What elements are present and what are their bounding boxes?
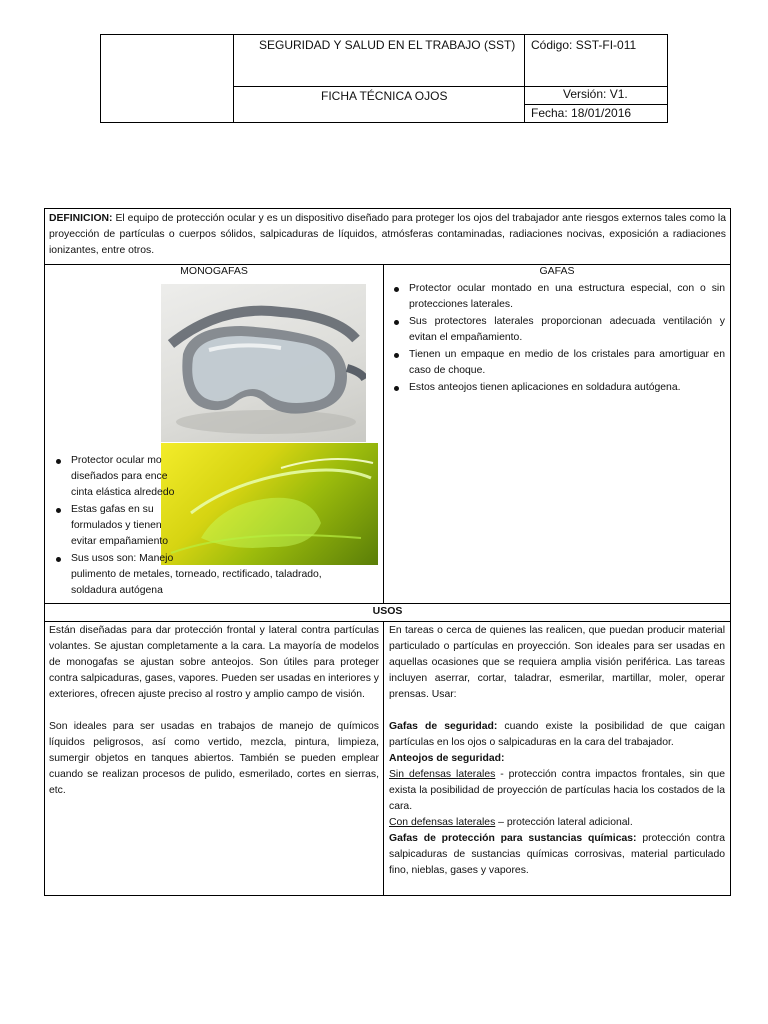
monogafas-heading: MONOGAFAS — [180, 265, 248, 277]
row-divider — [45, 895, 730, 896]
usos-left-paragraph: Están diseñadas para dar protección frontal y lateral contra partículas volantes. Se ajustan completamente a la cara. La mayoría de modelos de monogafas se ajustan sobre anteojos. Son útiles para proteger contra salpicaduras, gases, vapores. Pueden ser usadas en interiores y exteriores, ofrecen ajuste preciso al rostro y amplio campo de visión. — [49, 625, 379, 700]
bullet-line: soldadura autógena — [71, 585, 163, 596]
chemical-text: protección contra salpicaduras de sustancias químicas corrosivas, material particulado fino, nieblas, gases y vapores. — [389, 833, 725, 876]
sin-defensas-text: - protección contra impactos frontales, sin que exista la posibilidad de proyección de partículas hacia los costados de la cara. — [389, 769, 725, 812]
header-subtitle: FICHA TÉCNICA OJOS — [321, 89, 448, 103]
header-divider — [233, 35, 234, 122]
chemical-paragraph — [389, 831, 725, 879]
header-divider — [524, 35, 525, 122]
usos-right — [389, 623, 725, 879]
definition-label: DEFINICION: — [49, 213, 113, 224]
column-divider — [383, 264, 384, 603]
sin-defensas-paragraph — [389, 767, 725, 815]
goggles-illustration — [161, 284, 366, 442]
sin-defensas-label: Sin defensas laterales — [389, 769, 496, 780]
safety-glasses-text: cuando existe la posibilidad de que caigan partículas en los ojos o salpicaduras en la cara del trabajador. — [389, 721, 725, 748]
header-version: Versión: V1. — [563, 87, 628, 101]
safety-glasses-paragraph — [389, 719, 725, 751]
definition-cell — [49, 211, 726, 259]
bullet-line: pulimento de metales, torneado, rectificado, taladrado, — [71, 569, 322, 580]
usos-left-paragraph: Son ideales para ser usadas en trabajos de manejo de químicos líquidos peligrosos, así como vertido, mezcla, pintura, limpieza, sumergir objetos en tanques abiertos. También se pueden emplear cuando se realizan procesos de pulido, esmerilado, cortes en sierras, etc. — [49, 721, 379, 796]
con-defensas-text: – protección lateral adicional. — [495, 817, 633, 828]
bullet-item: Sus protectores laterales proporcionan adecuada ventilación y evitan el empañamiento. — [389, 314, 725, 346]
usos-heading: USOS — [372, 605, 403, 617]
safety-glasses-label: Gafas de seguridad: — [389, 721, 498, 732]
header-date: Fecha: 18/01/2016 — [531, 106, 632, 120]
header-code: Código: SST-FI-011 — [531, 38, 637, 52]
bullet-item — [51, 453, 381, 501]
bullet-line: cinta elástica alrededo — [71, 487, 175, 498]
bullet-item: Protector ocular montado en una estructura especial, con o sin protecciones laterales. — [389, 281, 725, 313]
technical-sheet-table — [44, 208, 731, 896]
monogafas-bullets — [51, 453, 381, 600]
anteojos-label: Anteojos de seguridad: — [389, 753, 505, 764]
definition-text: El equipo de protección ocular y es un dispositivo diseñado para proteger los ojos del trabajador ante riesgos externos tales como la proyección de partículas o cuerpos sólidos, salpicaduras de líquidos, atmósferas contaminadas, radiaciones nocivas, exposición a radiaciones ionizantes, entre otros. — [49, 213, 726, 256]
column-divider — [383, 621, 384, 895]
con-defensas-paragraph — [389, 815, 725, 831]
bullet-item: Tienen un empaque en medio de los cristales para amortiguar en caso de choque. — [389, 347, 725, 379]
bullet-line: diseñados para ence — [71, 471, 168, 482]
header-title: SEGURIDAD Y SALUD EN EL TRABAJO (SST) — [259, 38, 516, 52]
bullet-line: Protector ocular mo — [71, 455, 162, 466]
bullet-line: Estas gafas en su — [71, 504, 154, 515]
bullet-item — [51, 502, 381, 550]
gafas-bullets — [389, 281, 725, 397]
bullet-line: evitar empañamiento — [71, 536, 169, 547]
row-divider — [45, 603, 730, 604]
monogafas-image — [161, 284, 366, 442]
document-header — [100, 34, 668, 123]
bullet-item: Estos anteojos tienen aplicaciones en soldadura autógena. — [389, 380, 725, 396]
header-divider — [524, 104, 667, 105]
bullet-line: Sus usos son: Manejo — [71, 553, 174, 564]
bullet-item — [51, 551, 381, 599]
usos-right-paragraph: En tareas o cerca de quienes las realicen, que puedan producir material particulado o partículas en proyección. Son ideales para ser usadas en aquellas ocasiones que se requiera amplia visión periférica. Las tareas incluyen aserrar, cortar, taladrar, esmerilar, martillar, moler, operar prensas. Usar: — [389, 625, 725, 700]
row-divider — [45, 621, 730, 622]
usos-left — [49, 623, 379, 799]
chemical-label: Gafas de protección para sustancias químicas: — [389, 833, 637, 844]
gafas-heading: GAFAS — [539, 265, 575, 277]
bullet-line: formulados y tienen — [71, 520, 162, 531]
con-defensas-label: Con defensas laterales — [389, 817, 496, 828]
